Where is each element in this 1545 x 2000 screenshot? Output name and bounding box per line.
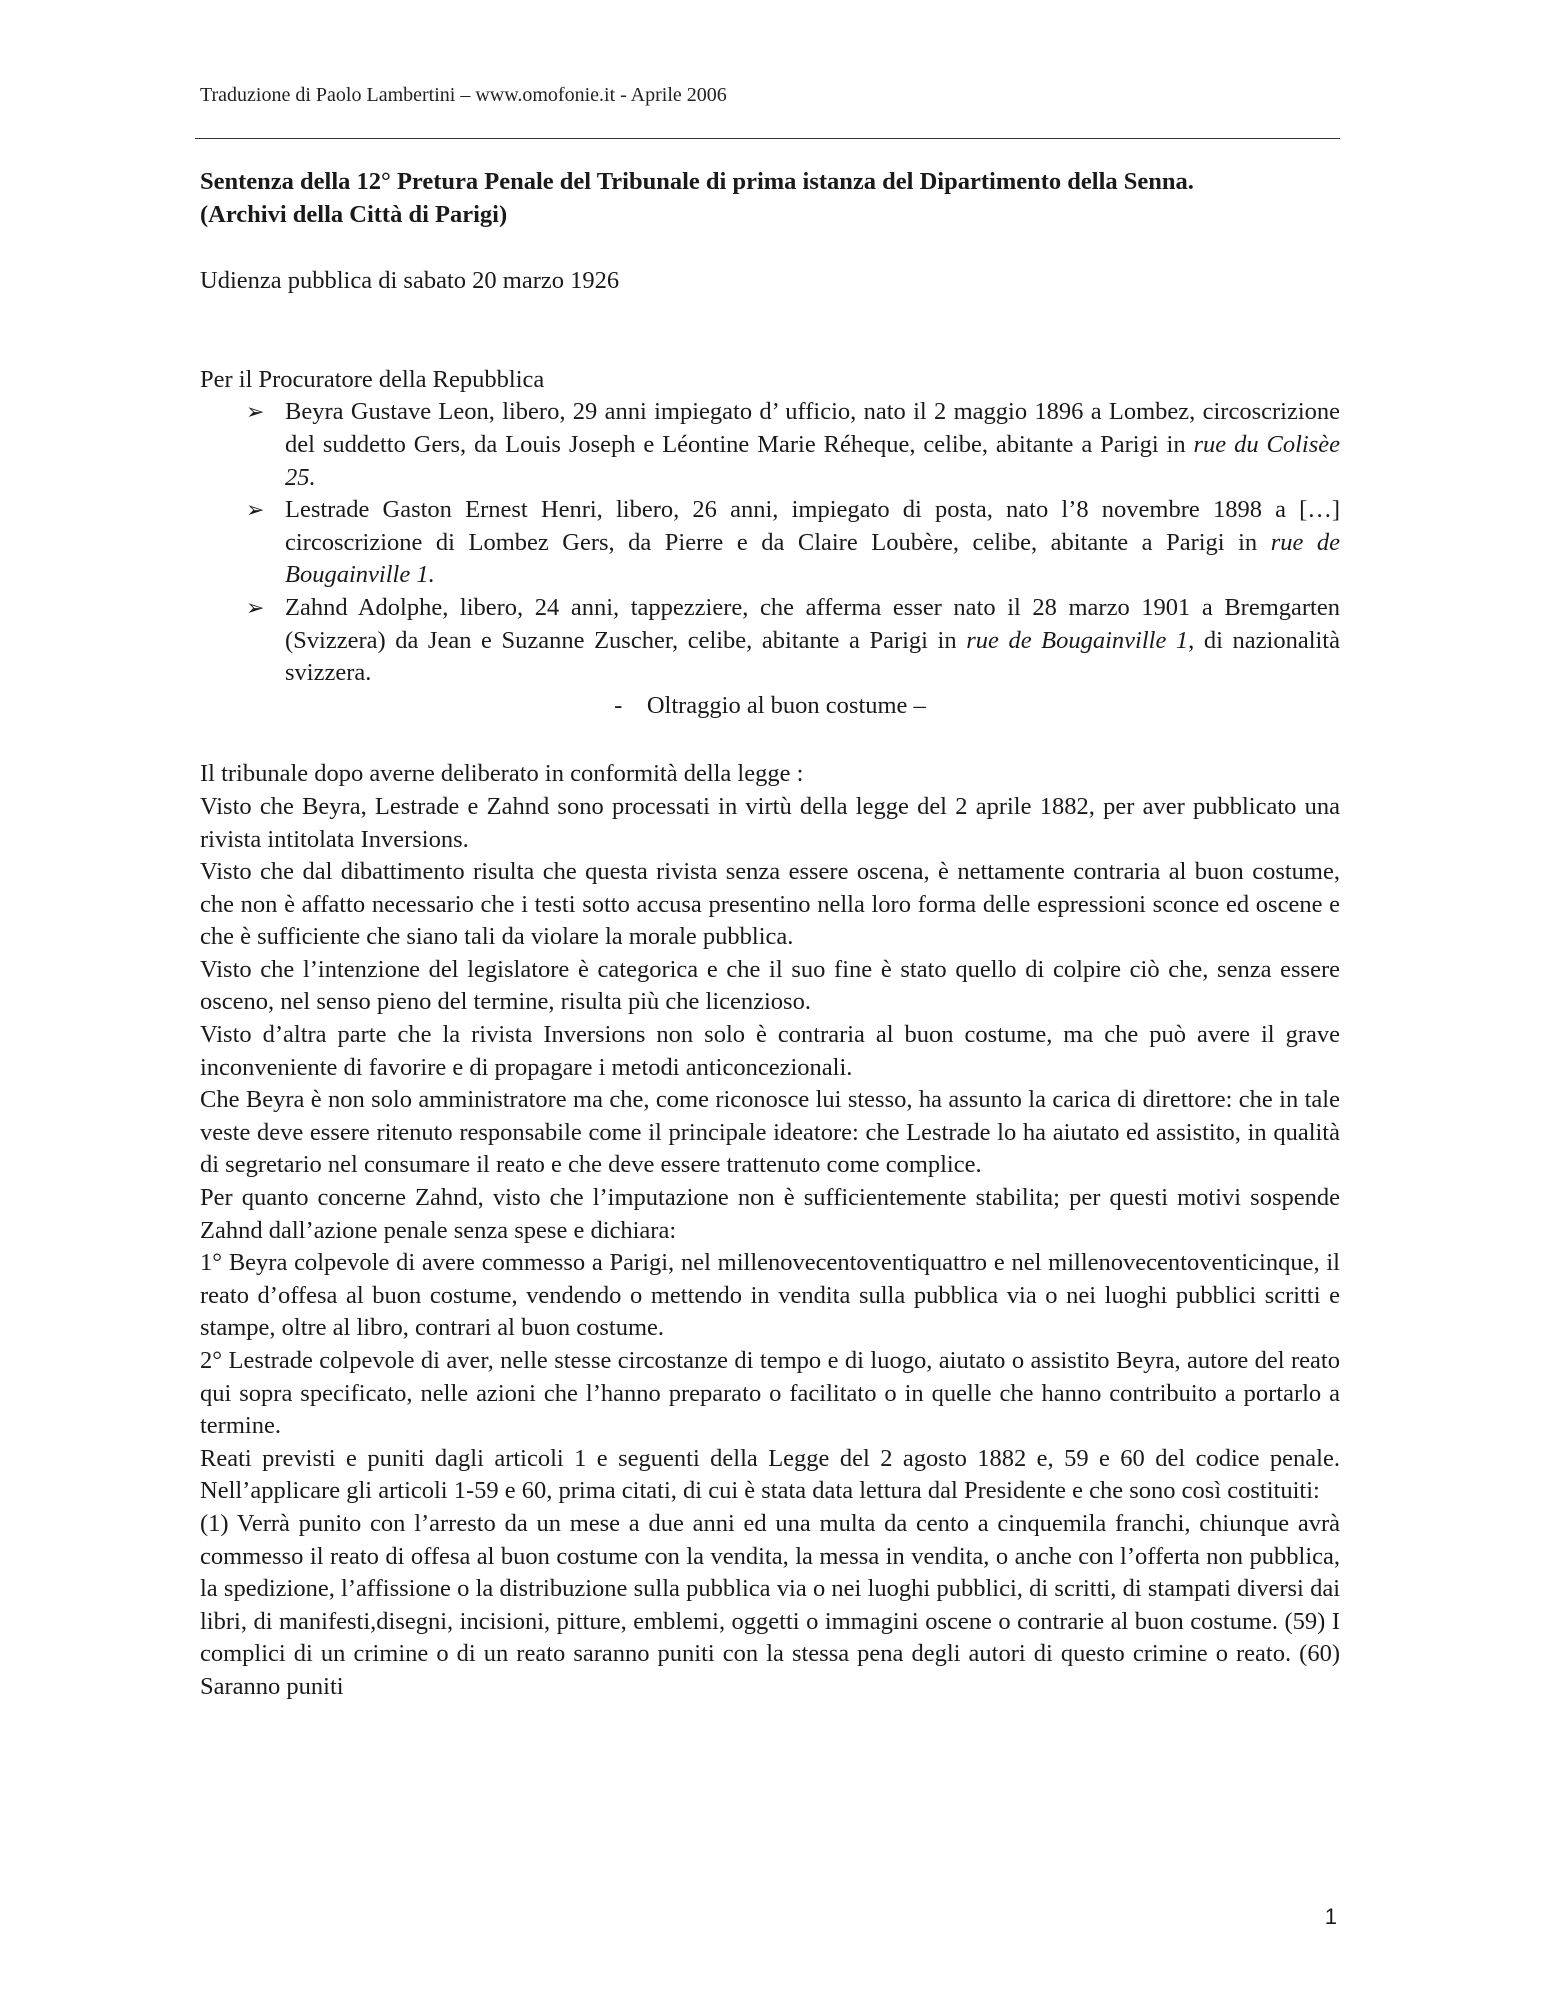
defendants-list — [200, 396, 1340, 689]
paragraph: Reati previsti e puniti dagli articoli 1 e seguenti della Legge del 2 agosto 1882 e, 59 e 60 del codice penale. Nell’applicare gli articoli 1-59 e 60, prima citati, di cui è stata data lettura dal Presidente e che sono così costituiti: — [200, 1444, 1340, 1505]
arrow-bullet-icon: ➢ — [246, 497, 265, 523]
prosecutor-line: Per il Procuratore della Repubblica — [200, 365, 545, 393]
paragraph: 2° Lestrade colpevole di aver, nelle stesse circostanze di tempo e di luogo, aiutato o assistito Beyra, autore del reato qui sopra specificato, nelle azioni che l’hanno preparato o facilitato o in quelle che hanno contribuito a portarlo a termine. — [200, 1347, 1340, 1440]
paragraph: 1° Beyra colpevole di avere commesso a Parigi, nel millenovecentoventiquattro e nel millenovecentoventicinque, il reato d’offesa al buon costume, vendendo o mettendo in vendita sulla pubblica via o nei luoghi pubblici scritti e stampe, oltre al libro, contrari al buon costume. — [200, 1249, 1340, 1342]
document-subtitle: (Archivi della Città di Parigi) — [200, 200, 508, 228]
page-header: Traduzione di Paolo Lambertini – www.omofonie.it - Aprile 2006 — [200, 84, 727, 106]
list-item: ➢ Beyra Gustave Leon, libero, 29 anni impiegato d’ ufficio, nato il 2 maggio 1896 a Lombez, circoscrizione del suddetto Gers, da Louis Joseph e Léontine Marie Réheque, celibe, abitante a Parigi in rue du Colisèe 25. — [246, 398, 1340, 491]
paragraph: Visto che dal dibattimento risulta che questa rivista senza essere oscena, è nettamente contraria al buon costume, che non è affatto necessario che i testi sotto accusa presentino nella loro forma delle espressioni sconce ed oscene e che è sufficiente che siano tali da violare la morale pubblica. — [200, 858, 1340, 951]
document-title: Sentenza della 12° Pretura Penale del Tribunale di prima istanza del Dipartimento della Senna. — [200, 168, 1194, 195]
paragraph: Che Beyra è non solo amministratore ma che, come riconosce lui stesso, ha assunto la carica di direttore: che in tale veste deve essere ritenuto responsabile come il principale ideatore: che Lestrade lo ha aiutato ed assistito, in qualità di segretario nel consumare il reato e che deve essere trattenuto come complice. — [200, 1086, 1340, 1179]
hearing-date: Udienza pubblica di sabato 20 marzo 1926 — [200, 267, 620, 295]
address: rue de Bougainville 1 — [966, 626, 1189, 654]
paragraph: Il tribunale dopo averne deliberato in conformità della legge : — [200, 760, 804, 788]
paragraph: (1) Verrà punito con l’arresto da un mese a due anni ed una multa da cento a cinquemila franchi, chiunque avrà commesso il reato di offesa al buon costume con la vendita, la messa in vendita, o anche con l’offerta non pubblica, la spedizione, l’affissione o la distribuzione sulla pubblica via o nei luoghi pubblici, di scritti, di stampati diversi dai libri, di manifesti,disegni, incisioni, pitture, emblemi, oggetti o immagini oscene o contrarie al buon costume. (59) I complici di un crimine o di un reato saranno puniti con la stessa pena degli autori di questo crimine o reato. (60) Saranno puniti — [200, 1509, 1340, 1700]
header-divider — [195, 138, 1340, 139]
section-heading: - Oltraggio al buon costume – — [614, 691, 926, 719]
address: rue du Colisèe 25. — [285, 430, 1340, 491]
paragraph: Visto d’altra parte che la rivista Inversions non solo è contraria al buon costume, ma che può avere il grave inconveniente di favorire e di propagare i metodi anticoncezionali. — [200, 1021, 1340, 1081]
paragraph: Visto che Beyra, Lestrade e Zahnd sono processati in virtù della legge del 2 aprile 1882, per aver pubblicato una rivista intitolata Inversions. — [200, 792, 1340, 853]
arrow-bullet-icon: ➢ — [246, 594, 265, 620]
list-item: ➢ Zahnd Adolphe, libero, 24 anni, tappezziere, che afferma esser nato il 28 marzo 1901 a Bremgarten (Svizzera) da Jean e Suzanne Zuscher, celibe, abitante a Parigi in rue de Bougainville 1, di nazionalità svizzera. — [246, 593, 1340, 687]
arrow-bullet-icon: ➢ — [246, 399, 265, 425]
address: rue de Bougainville 1. — [285, 528, 1340, 589]
paragraph: Per quanto concerne Zahnd, visto che l’imputazione non è sufficientemente stabilita; per questi motivi sospende Zahnd dall’azione penale senza spese e dichiara: — [200, 1184, 1340, 1244]
page-number: 1 — [1324, 1904, 1337, 1929]
document-body — [200, 166, 1340, 1704]
paragraph: Visto che l’intenzione del legislatore è categorica e che il suo fine è stato quello di colpire ciò che, senza essere osceno, nel senso pieno del termine, risulta più che licenzioso. — [200, 955, 1340, 1016]
list-item: ➢ Lestrade Gaston Ernest Henri, libero, 26 anni, impiegato di posta, nato l’8 novembre 1898 a […] circoscrizione di Lombez Gers, da Pierre e da Claire Loubère, celibe, abitante a Parigi in rue de Bougainville 1. — [246, 496, 1340, 589]
